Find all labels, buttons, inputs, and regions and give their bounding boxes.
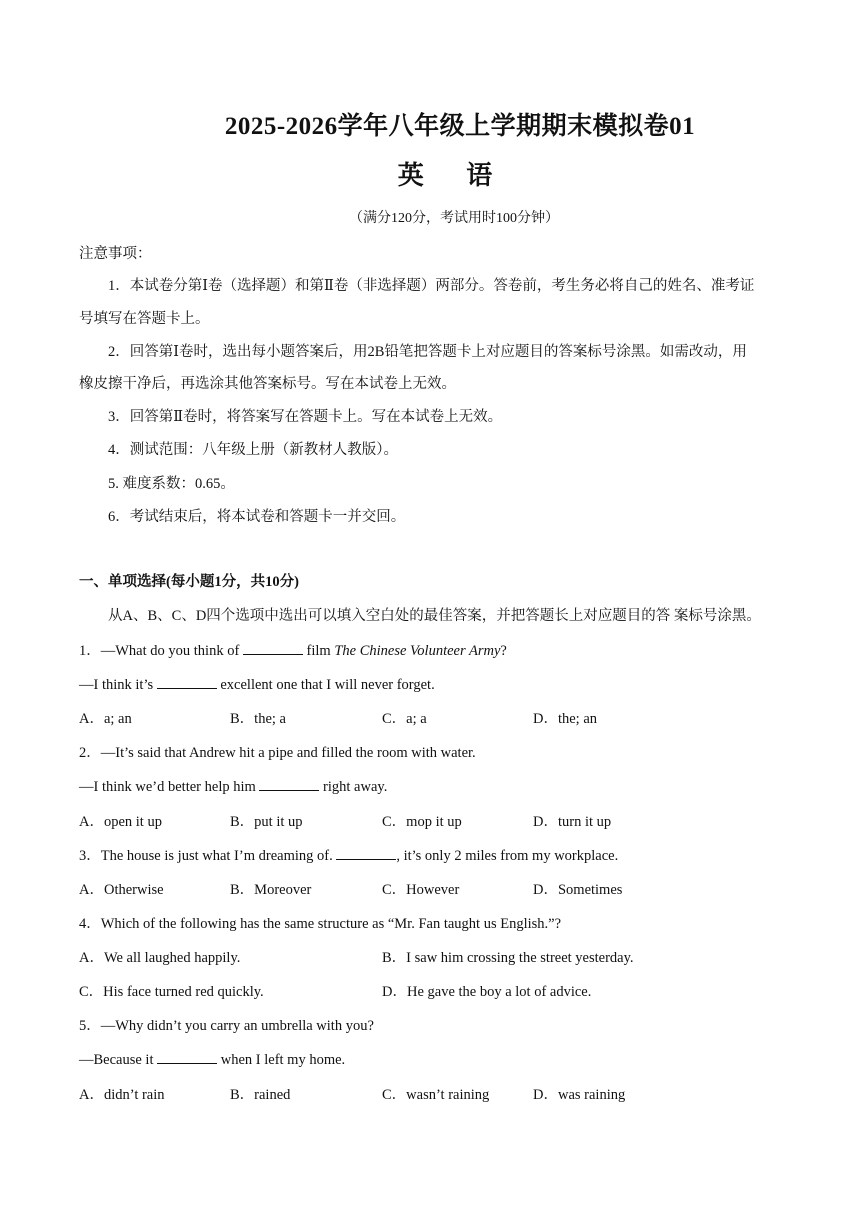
exam-subject: 英 语 (397, 161, 511, 190)
notes-heading: 注意事项： (79, 246, 152, 262)
option-a: A．Otherwise (79, 882, 164, 898)
note-line: 5. 难度系数：0.65。 (108, 476, 235, 492)
option-d: D．the; an (533, 711, 598, 727)
option-c: C．a; a (382, 711, 427, 727)
option-b: B．the; a (230, 711, 286, 727)
question-5-reply: —Because it when I left my home. (79, 1052, 346, 1068)
option-d: D．turn it up (533, 814, 612, 830)
option-b: B．I saw him crossing the street yesterday. (382, 950, 634, 966)
exam-meta: （满分120分，考试用时100分钟） (349, 211, 559, 226)
question-1-reply: —I think it’s excellent one that I will never forget. (79, 677, 435, 693)
option-b: B．put it up (230, 814, 303, 830)
option-c: C．However (382, 882, 460, 898)
option-b: B．rained (230, 1087, 291, 1103)
section-heading: 一、单项选择(每小题1分，共10分) (79, 574, 299, 590)
answer-blank (243, 642, 303, 655)
question-4-stem: 4．Which of the following has the same structure as “Mr. Fan taught us English.”? (79, 916, 562, 932)
note-line: 1．本试卷分第Ⅰ卷（选择题）和第Ⅱ卷（非选择题）两部分。答卷前，考生务必将自己的姓名、准考证 (108, 278, 755, 294)
option-a: A．didn’t rain (79, 1087, 165, 1103)
option-d: D．Sometimes (533, 882, 623, 898)
option-b: B．Moreover (230, 882, 312, 898)
question-1-stem: 1．—What do you think of film The Chinese Volunteer Army? (79, 643, 507, 659)
question-2-reply: —I think we’d better help him right away. (79, 779, 388, 795)
answer-blank (336, 847, 396, 860)
note-line: 6．考试结束后，将本试卷和答题卡一并交回。 (108, 509, 406, 525)
note-line: 号填写在答题卡上。 (79, 311, 210, 327)
answer-blank (157, 1051, 217, 1064)
note-line: 3．回答第Ⅱ卷时，将答案写在答题卡上。写在本试卷上无效。 (108, 409, 503, 425)
note-line: 2．回答第Ⅰ卷时，选出每小题答案后，用2B铅笔把答题卡上对应题目的答案标号涂黑。如需改动，用 (108, 344, 747, 360)
answer-blank (157, 676, 217, 689)
option-a: A．We all laughed happily. (79, 950, 241, 966)
option-c: C．His face turned red quickly. (79, 984, 264, 1000)
section-instruction: 从A、B、C、D四个选项中选出可以填入空白处的最佳答案，并把答题长上对应题目的答 案标号涂黑。 (108, 608, 761, 624)
answer-blank (259, 778, 319, 791)
option-a: A．open it up (79, 814, 162, 830)
question-2-stem: 2．—It’s said that Andrew hit a pipe and filled the room with water. (79, 745, 476, 761)
option-c: C．wasn’t raining (382, 1087, 490, 1103)
note-line: 橡皮擦干净后，再选涂其他答案标号。写在本试卷上无效。 (79, 376, 456, 392)
question-5-stem: 5．—Why didn’t you carry an umbrella with you? (79, 1018, 374, 1034)
note-line: 4．测试范围：八年级上册（新教材人教版）。 (108, 442, 398, 458)
exam-title: 2025-2026学年八年级上学期期末模拟卷01 (224, 113, 696, 140)
option-c: C．mop it up (382, 814, 462, 830)
question-3-stem: 3．The house is just what I’m dreaming of. , it’s only 2 miles from my workplace. (79, 848, 619, 864)
option-a: A．a; an (79, 711, 132, 727)
option-d: D．was raining (533, 1087, 626, 1103)
option-d: D．He gave the boy a lot of advice. (382, 984, 592, 1000)
